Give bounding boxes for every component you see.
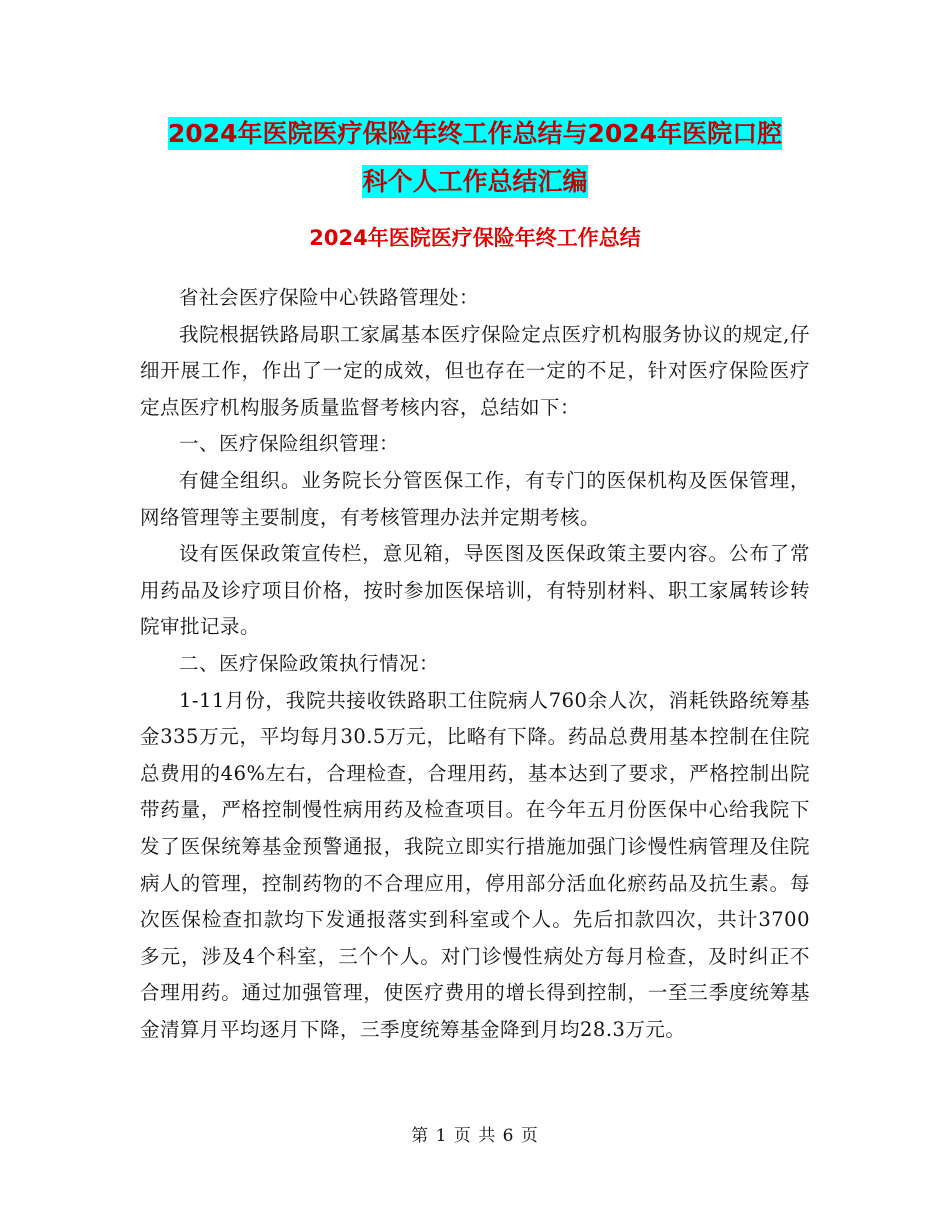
document-title-line1: 2024年医院医疗保险年终工作总结与2024年医院口腔	[167, 119, 783, 148]
paragraph-policy: 1-11月份，我院共接收铁路职工住院病人760余人次，消耗铁路统筹基金335万元，平均每月30.5万元，比略有下降。药品总费用基本控制在住院总费用的46%左右，合理检查，合理用药，基本达到了要求，严格控制出院带药量，严格控制慢性病用药及检查项目。在今年五月份医保中心给我院下发了医保统筹基金预警通报，我院立即实行措施加强门诊慢性病管理及住院病人的管理，控制药物的不合理应用，停用部分活血化瘀药品及抗生素。每次医保检查扣款均下发通报落实到科室或个人。先后扣款四次，共计3700多元，涉及4个科室，三个个人。对门诊慢性病处方每月检查，及时纠正不合理用药。通过加强管理，使医疗费用的增长得到控制，一至三季度统筹基金清算月平均逐月下降，三季度统筹基金降到月均28.3万元。	[140, 688, 810, 1041]
document-title-line2: 科个人工作总结汇编	[362, 167, 588, 196]
document-title	[140, 110, 810, 206]
document-body	[140, 280, 810, 1048]
page-footer: 第 1 页 共 6 页	[411, 1126, 539, 1146]
paragraph-salutation: 省社会医疗保险中心铁路管理处：	[179, 286, 480, 309]
heading-policy: 二、医疗保险政策执行情况：	[179, 651, 440, 675]
paragraph-organization: 有健全组织。业务院长分管医保工作，有专门的医保机构及医保管理，网络管理等主要制度，有考核管理办法并定期考核。	[140, 468, 810, 529]
paragraph-publicity: 设有医保政策宣传栏，意见箱，导医图及医保政策主要内容。公布了常用药品及诊疗项目价格，按时参加医保培训，有特别材料、职工家属转诊转院审批记录。	[140, 542, 810, 639]
paragraph-intro: 我院根据铁路局职工家属基本医疗保险定点医疗机构服务协议的规定,仔细开展工作，作出了一定的成效，但也存在一定的不足，针对医疗保险医疗定点医疗机构服务质量监督考核内容，总结如下：	[140, 322, 810, 419]
section-title: 2024年医院医疗保险年终工作总结	[309, 226, 641, 250]
heading-organization: 一、医疗保险组织管理：	[179, 432, 400, 456]
